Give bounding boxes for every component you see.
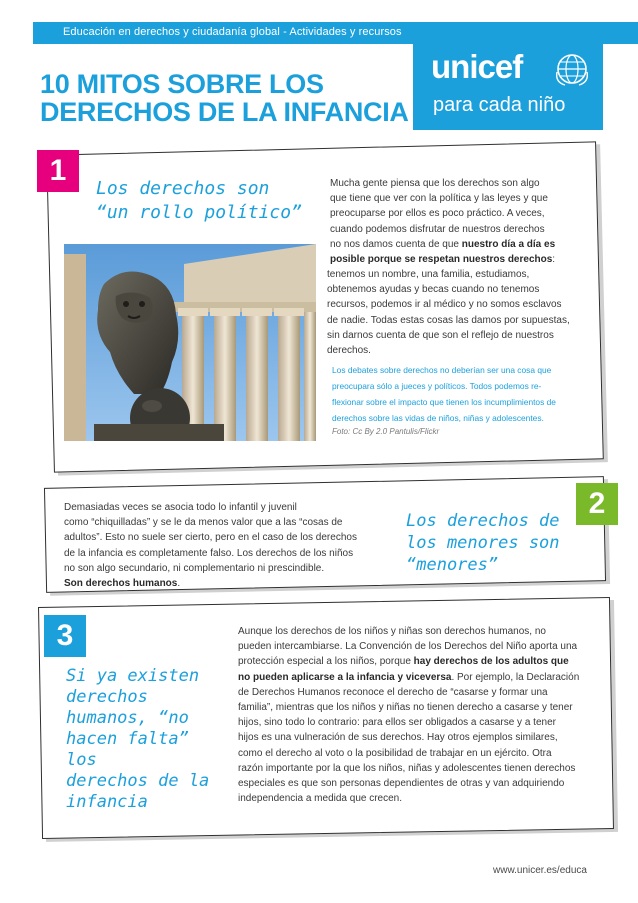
myth3-body-line: independencia a medida que crecen. — [238, 793, 403, 805]
myth1-headline-line1: Los derechos son — [96, 178, 270, 199]
unicef-globe-icon — [555, 52, 589, 86]
myth1-body-line: de nadie. Todas estas cosas las damos por supuestas, — [327, 314, 570, 326]
myth1-intro-line: preocuparse por ellos es poco práctico. A veces, — [330, 208, 545, 220]
myth1-intro-line — [330, 252, 595, 267]
myth3-bold-text: no pueden aplicarse a la infancia y viceversa — [238, 671, 452, 683]
myth1-intro-line: Mucha gente piensa que los derechos son algo — [330, 178, 540, 189]
myth1-intro-line: que tiene que ver con la política y las leyes y que — [330, 193, 548, 205]
myth3-body-line: razón importante por la que los niños, niñas y adolescentes tienen derechos — [238, 762, 576, 774]
myth3-headline-line: Si ya existen — [66, 666, 200, 686]
page-title-line1: 10 MITOS SOBRE LOS — [40, 69, 324, 99]
lion-statue-photo — [64, 244, 316, 441]
myth2-body-line: adultos”. Esto no suele ser cierto, pero en el caso de los derechos — [64, 532, 357, 544]
photo-caption-line: Los debates sobre derechos no deberían ser una cosa que — [332, 365, 552, 375]
myth1-bold-text: posible porque se respetan nuestros derechos — [330, 254, 553, 266]
myth1-body-line: recursos, podemos ir al médico y no somos esclavos — [327, 299, 562, 311]
myth3-text: protección especial a los niños, porque — [238, 656, 414, 668]
myth3-headline-line: derechos de la — [66, 771, 210, 791]
myth1-body-line: tenemos un nombre, una familia, estudiamos, — [327, 269, 530, 280]
myth3-body-line: hijos es una vulneración de sus derechos. Hay otros ejemplos similares, — [238, 732, 558, 744]
myth3-headline-line: humanos, “no — [66, 708, 189, 728]
myth3-headline — [66, 666, 226, 813]
myth3-headline-line: hacen falta” los — [66, 729, 189, 770]
myth3-bold-text: hay derechos de los adultos que — [413, 656, 569, 668]
myth2-headline-line2: los menores son — [406, 533, 560, 553]
myth3-body-line — [238, 670, 603, 685]
myth3-body-line: hijos, sino todo lo contrario: para ellos ser obligados a casarse y a tener — [238, 717, 556, 729]
logo-tagline: para cada niño — [433, 94, 566, 116]
myth3-body-line — [238, 654, 603, 669]
photo-caption — [332, 362, 592, 426]
myth2-body-line: de la infancia es completamente falso. Los derechos de los niños — [64, 547, 354, 559]
myth1-intro — [330, 176, 595, 267]
myth3-headline-line: derechos — [66, 687, 148, 707]
logo-wordmark: unicef — [431, 48, 523, 85]
myth2-headline — [406, 510, 560, 576]
myth2-number-badge: 2 — [576, 483, 618, 525]
myth1-body — [327, 267, 597, 358]
myth1-number-badge: 1 — [37, 150, 79, 192]
header-bar-text: Educación en derechos y ciudadanía global - Actividades y recursos — [63, 26, 402, 38]
myth1-bold-text: nuestro día a día es — [461, 238, 556, 250]
myth3-body-line: pueden intercambiarse. La Convención de los Derechos del Niño aporta una — [238, 641, 578, 653]
myth1-headline — [96, 177, 302, 225]
unicef-logo — [413, 40, 603, 130]
photo-caption-line: preocupara sólo a jueces y políticos. Todos podemos re- — [332, 381, 542, 391]
myth3-text: . Por ejemplo, la Declaración — [451, 671, 580, 683]
myth2-body — [64, 500, 384, 591]
photo-credit: Foto: Cc By 2.0 Pantulis/Flickr — [332, 427, 440, 436]
myth1-intro-line — [330, 237, 595, 252]
myth1-text: : — [552, 254, 556, 266]
myth3-number-badge: 3 — [44, 615, 86, 657]
photo-caption-line: flexionar sobre el impacto que tienen los incumplimientos de — [332, 397, 556, 407]
photo-caption-line: derechos sobre las vidas de niños, niñas y adolescentes. — [332, 413, 544, 423]
myth1-intro-line: cuando podemos disfrutar de nuestros derechos — [330, 223, 545, 235]
myth1-body-line: obtenemos ayudas y becas cuando no tenemos — [327, 284, 540, 296]
page-title — [40, 70, 420, 126]
myth2-body-line: como “chiquilladas” y se le da menos valor que a las “cosas de — [64, 517, 343, 529]
myth1-body-line: sin darnos cuenta de que son el reflejo de nuestros — [327, 329, 554, 341]
myth3-body-line: familia”, mientras que los niños y niñas no tienen derecho a casarse y tener — [238, 702, 573, 714]
myth3-body-line: como el derecho al voto o la posibilidad de trabajar en un ejército. Otra — [238, 747, 552, 759]
myth2-headline-line3: “menores” — [406, 555, 499, 575]
myth2-headline-line1: Los derechos de — [406, 511, 560, 531]
myth2-body-line: Demasiadas veces se asocia todo lo infantil y juvenil — [64, 502, 297, 513]
lion-statue-illustration — [64, 244, 316, 441]
myth1-text: no nos damos cuenta de que — [330, 238, 462, 250]
myth2-body-line — [64, 576, 384, 591]
myth3-body-line: especiales es que son personas dependientes de otras y van adquiriendo — [238, 778, 565, 790]
footer-url[interactable]: www.unicer.es/educa — [493, 865, 587, 876]
page-title-line2: DERECHOS DE LA INFANCIA — [40, 97, 409, 127]
myth3-body-line: Aunque los derechos de los niños y niñas son derechos humanos, no — [238, 626, 546, 637]
myth3-headline-line: infancia — [66, 792, 148, 812]
myth2-text: . — [177, 578, 181, 590]
myth1-headline-line2: “un rollo político” — [96, 202, 302, 223]
myth1-body-line: derechos. — [327, 345, 371, 357]
myth2-bold-text: Son derechos humanos — [64, 578, 178, 590]
myth2-body-line: no son algo secundario, ni complementario ni prescindible. — [64, 562, 325, 574]
myth3-body-line: de Derechos Humanos reconoce el derecho de “casarse y formar una — [238, 686, 548, 698]
myth3-body — [238, 624, 603, 806]
